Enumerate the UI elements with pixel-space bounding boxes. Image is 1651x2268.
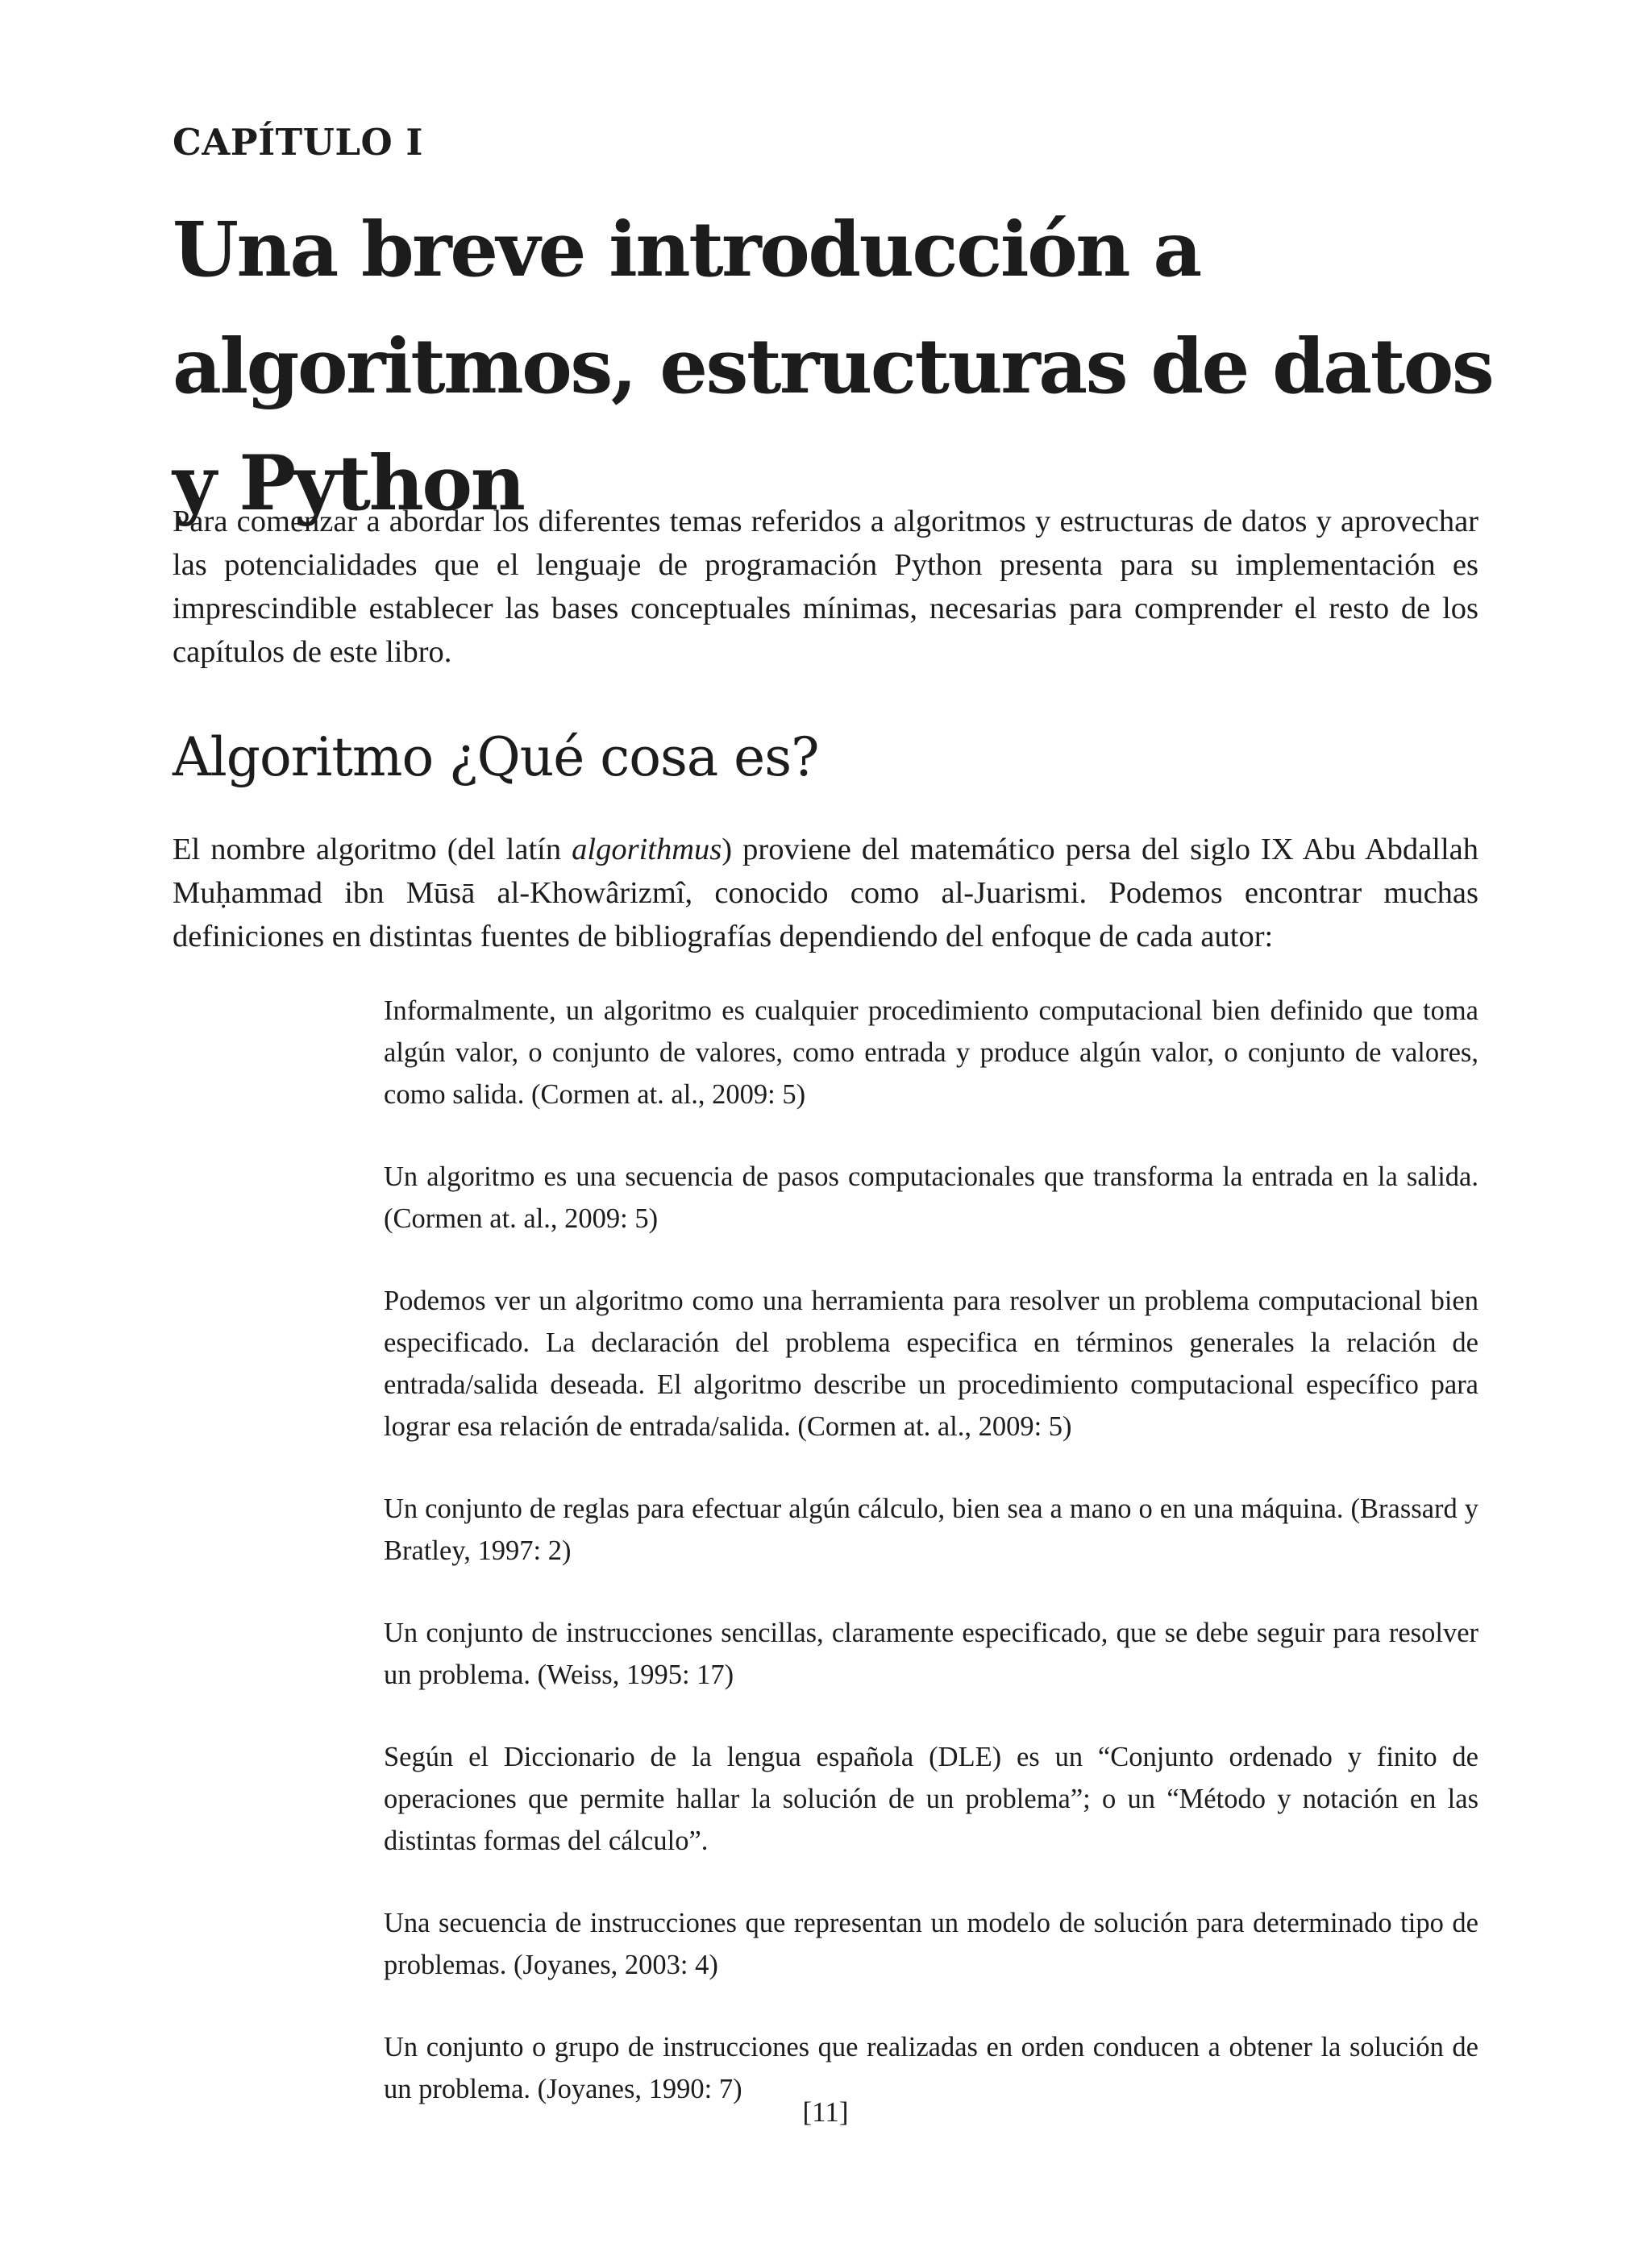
section-paragraph-start: El nombre algoritmo (del latín — [173, 833, 572, 866]
page-number: [11] — [802, 2096, 849, 2128]
definition-quote: Según el Diccionario de la lengua española (DLE) es un “Conjunto ordenado y finito de operaciones que permite hallar la solución de un problema”; o un “Método y notación en las distintas formas del cálculo”. — [384, 1742, 1478, 1856]
definition-quote: Podemos ver un algoritmo como una herramienta para resolver un problema computacional bien especificado. La declaración del problema especifica en términos generales la relación de entrada/salida deseada. El algoritmo describe un procedimiento computacional específico para lograr esa relación de entrada/salida. (Cormen at. al., 2009: 5) — [384, 1286, 1478, 1442]
definition-quote: Una secuencia de instrucciones que representan un modelo de solución para determinado tipo de problemas. (Joyanes, 2003: 4) — [384, 1908, 1478, 1980]
chapter-label: CAPÍTULO I — [173, 121, 423, 164]
section-heading: Algoritmo ¿Qué cosa es? — [173, 726, 819, 788]
definition-quote: Informalmente, un algoritmo es cualquier procedimiento computacional bien definido que toma algún valor, o conjunto de valores, como entrada y produce algún valor, o conjunto de valores, como salida. (Cormen at. al., 2009: 5) — [384, 995, 1478, 1110]
definition-quote: Un conjunto de reglas para efectuar algún cálculo, bien sea a mano o en una máquina. (Brassard y Bratley, 1997: 2) — [384, 1493, 1478, 1566]
definition-quote: Un conjunto de instrucciones sencillas, claramente especificado, que se debe seguir para resolver un problema. (Weiss, 1995: 17) — [384, 1618, 1478, 1690]
section-paragraph — [173, 828, 1478, 958]
definition-quotes — [384, 990, 1478, 2150]
definition-quote: Un algoritmo es una secuencia de pasos computacionales que transforma la entrada en la salida. (Cormen at. al., 2009: 5) — [384, 1161, 1478, 1234]
section-paragraph-italic-term: algorithmus — [572, 833, 722, 866]
chapter-title: Una breve introducción a algoritmos, estructuras de datos y Python — [173, 206, 1493, 528]
section-paragraph-end: ) proviene del matemático persa del siglo IX Abu Abdallah Muḥammad ibn Mūsā al-Khowârizmî, conocido como al-Juarismi. Podemos encontrar muchas definiciones en distintas fuentes de bibliografías dependiendo del enfoque de cada autor: — [173, 833, 1478, 953]
intro-paragraph: Para comenzar a abordar los diferentes temas referidos a algoritmos y estructuras de datos y aprovechar las potencialidades que el lenguaje de programación Python presenta para su implementación es imprescindible establecer las bases conceptuales mínimas, necesarias para comprender el resto de los capítulos de este libro. — [173, 505, 1478, 669]
definition-quote: Un conjunto o grupo de instrucciones que realizadas en orden conducen a obtener la solución de un problema. (Joyanes, 1990: 7) — [384, 2032, 1478, 2104]
